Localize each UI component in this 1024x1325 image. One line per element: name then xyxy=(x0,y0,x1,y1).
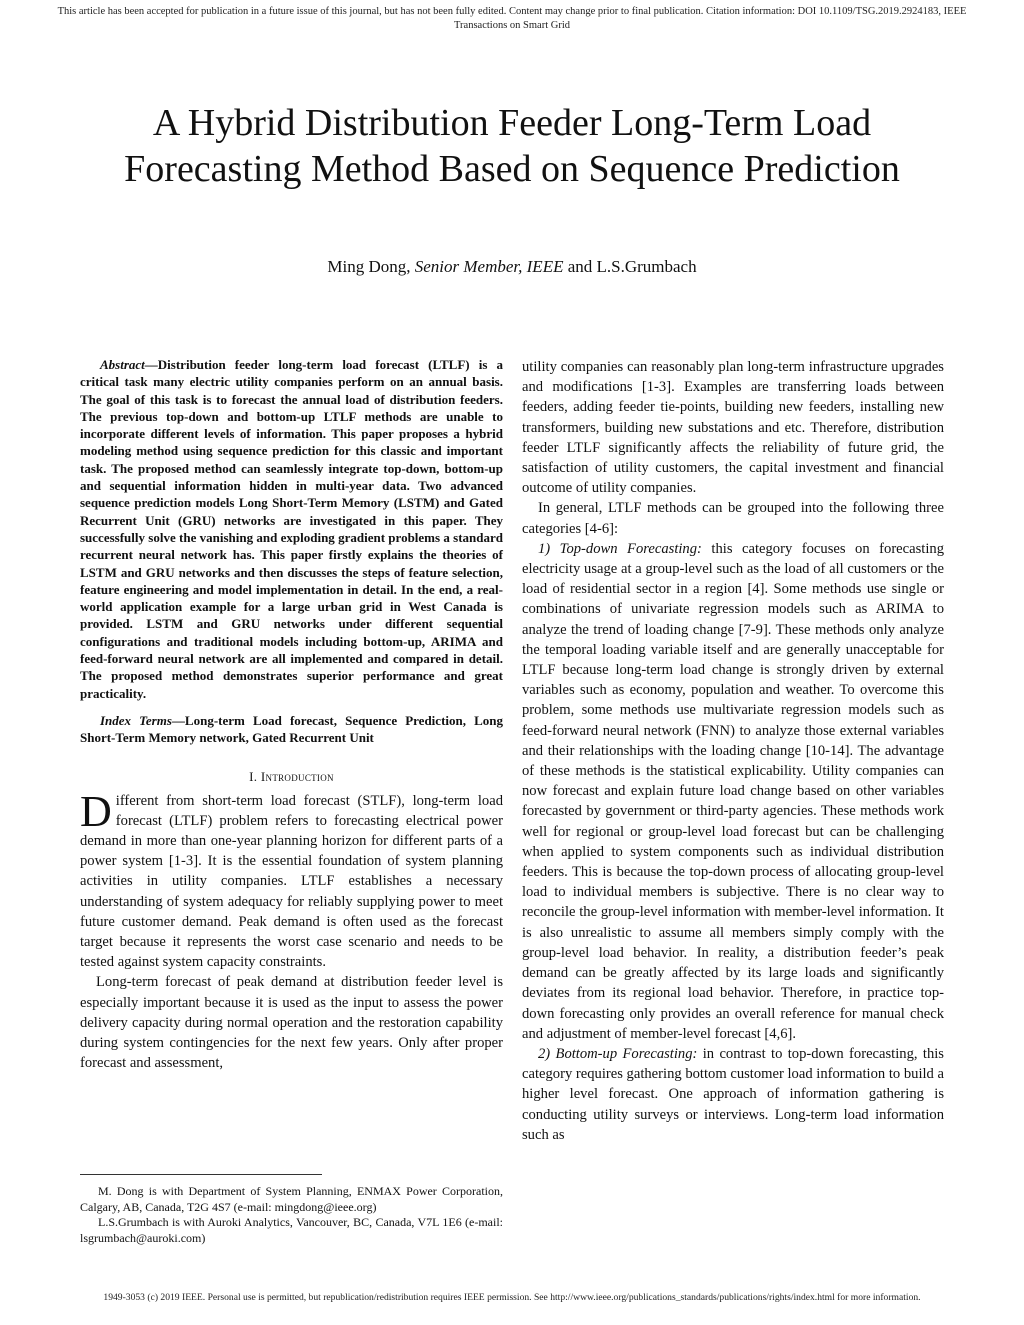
journal-notice xyxy=(0,5,1024,33)
footnote-author-1: M. Dong is with Department of System Planning, ENMAX Power Corporation, Calgary, AB, Canada, T2G 4S7 (e-mail: mingdong@ieee.org) xyxy=(80,1184,503,1214)
index-terms-text: Long-term Load forecast, Sequence Prediction, Long Short-Term Memory network, Gated Recurrent Unit xyxy=(80,712,503,746)
right-column xyxy=(522,357,944,1145)
intro-paragraph-1-text: ifferent from short-term load forecast (STLF), long-term load forecast (LTLF) problem refers to forecasting electrical power demand in more than one-year planning horizon for different parts of a power system [1-3]. It is the essential foundation of system planning activities in utility companies. LTLF establishes a necessary understanding of system adequacy for reliably supplying power to meet future customer demand. Peak demand is often used as the forecast target because it represents the worst case scenario and needs to be tested against system capacity constraints. xyxy=(80,792,503,971)
index-terms xyxy=(80,712,503,747)
abstract-dash: — xyxy=(144,357,158,372)
author-1: Ming Dong, xyxy=(327,257,411,276)
body-paragraph-1: utility companies can reasonably plan long-term infrastructure upgrades and modifications [1-3]. Examples are transferring loads between feeders, adding feeder tie-points, building new feeders, installing new transformers, building new substations and etc. Therefore, distribution feeder LTLF significantly affects the reliability of future grid, the satisfaction of utility customers, the capital investment and financial outcome of utility companies. xyxy=(522,359,944,497)
bottom-up-paragraph xyxy=(522,1044,944,1145)
author-1-role: Senior Member, IEEE xyxy=(414,257,564,276)
section-heading xyxy=(80,769,503,785)
drop-cap: D xyxy=(80,786,112,836)
author-line xyxy=(0,256,1024,278)
top-down-text: this category focuses on forecasting electricity usage at a group-level such as the load of all customers or the load of residential sector in a region [4]. Some methods use single or combinations of univariate regression models such as ARIMA to analyze the trend of loading change [7-9]. These methods only analyze the temporal loading variable itself and are generally unacceptable for LTLF because long-term load change is strongly driven by external variables such as economy, population and weather. To overcome this problem, some methods use multivariate regression models such as feed-forward neural network (FNN) to analyze those external variables and their relationships with the loading change [10-14]. The advantage of these methods is the statistical explicability. Utility companies can now forecast and explain future load change based on other variables forecasted by government or third-party agencies. These methods work well for regional or group-level load forecast but can be challenging when applied to system components such as individual distribution feeders. This is because the top-down process of allocating group-level load to individual members is subjective. There is no clear way to reconcile the group-level information with member-level information. It is also unrealistic to assume all members simply comply with the group-level load behavior. In reality, a distribution feeder’s peak demand can be greatly affected by its large loads and significantly deviates from its regional load behavior. Therefore, in practice top-down forecasting only provides an overall reference for manual check and adjustment of member-level forecast [4,6]. xyxy=(522,540,944,1042)
abstract-text: Distribution feeder long-term load forecast (LTLF) is a critical task many electric utility companies perform on an annual basis. The goal of this task is to forecast the annual load of distribution feeders. The previous top-down and bottom-up LTLF methods are unable to incorporate different levels of information. This paper proposes a hybrid modeling method using sequence prediction for this classic and important task. The proposed method can seamlessly integrate top-down, bottom-up and sequential information hidden in multi-year data. Two advanced sequence prediction models Long Short-Term Memory (LSTM) and Gated Recurrent Unit (GRU) networks are investigated in this paper. They successfully solve the vanishing and exploding gradient problems a standard recurrent neural network has. This paper firstly explains the theories of LSTM and GRU networks and then discusses the steps of feature selection, feature engineering and model implementation in detail. In the end, a real-world application example for a large urban grid in West Canada is provided. LSTM and GRU networks under different sequential configurations and traditional models including bottom-up, ARIMA and feed-forward neural network are all implemented and compared in detail. The proposed method demonstrates superior performance and great practicality. xyxy=(80,357,503,701)
section-title: Introduction xyxy=(260,768,334,784)
intro-paragraph-1 xyxy=(80,786,503,973)
bottom-up-label: 2) Bottom-up Forecasting: xyxy=(538,1045,698,1062)
intro-paragraph-2: Long-term forecast of peak demand at distribution feeder level is especially important because it is used as the input to assess the power delivery capacity during normal operation and the restoration capability during system contingencies for the next few years. Only after proper forecast and assessment, xyxy=(80,974,503,1072)
footnotes xyxy=(80,1184,503,1246)
top-down-label: 1) Top-down Forecasting: xyxy=(538,540,702,557)
footnote-author-2: L.S.Grumbach is with Auroki Analytics, Vancouver, BC, Canada, V7L 1E6 (e-mail: lsgrumbach@auroki.com) xyxy=(80,1215,503,1245)
top-down-paragraph xyxy=(522,539,944,1044)
left-column xyxy=(80,356,503,1073)
journal-notice-line1: This article has been accepted for publication in a future issue of this journal, but has not been fully edited. Content may change prior to final publication. Citation information: DOI 10.1109/TSG.2019.2924183, IEEE xyxy=(57,6,967,17)
bottom-up-text: in contrast to top-down forecasting, this category requires gathering bottom customer load information to build a higher level forecast. One approach of information gathering is conducting utility surveys or interviews. Long-term load information such as xyxy=(522,1045,944,1143)
copyright-notice: 1949-3053 (c) 2019 IEEE. Personal use is permitted, but republication/redistribution requires IEEE permission. See http://www.ieee.org/publications_standards/publications/rights/index.html for more information. xyxy=(103,1292,921,1303)
footnote-divider xyxy=(80,1174,322,1175)
body-paragraph-2: In general, LTLF methods can be grouped into the following three categories [4-6]: xyxy=(522,500,944,537)
abstract xyxy=(80,356,503,702)
index-terms-label: Index Terms xyxy=(100,712,172,728)
section-number: I. xyxy=(249,768,258,784)
paper-title: A Hybrid Distribution Feeder Long-Term Load Forecasting Method Based on Sequence Prediction xyxy=(124,102,900,190)
abstract-label: Abstract xyxy=(100,357,145,372)
index-terms-dash: — xyxy=(171,712,185,728)
author-2: and L.S.Grumbach xyxy=(567,257,697,276)
journal-notice-line2: Transactions on Smart Grid xyxy=(454,20,570,31)
